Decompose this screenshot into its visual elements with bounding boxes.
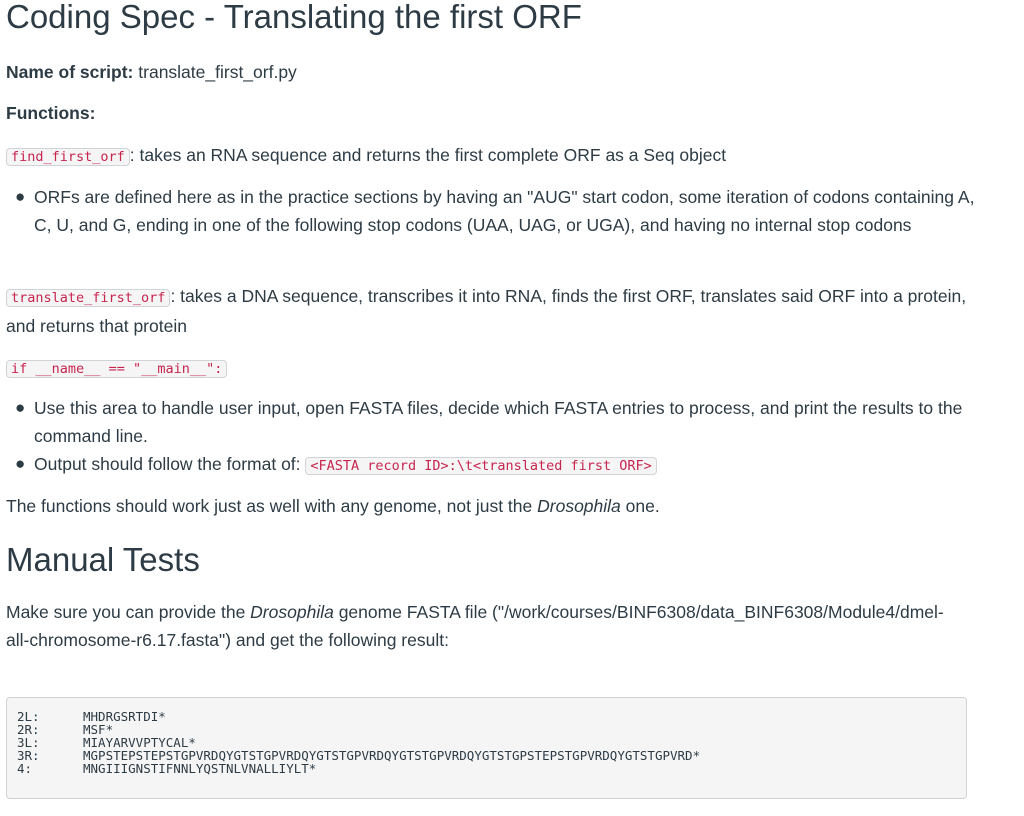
result-row: 3R: MGPSTEPSTEPSTGPVRDQYGTSTGPVRDQYGTSTGPVRDQYGTSTGPVRDQYGTSTGPSTEPSTGPVRDQYGTSTGPVRD* xyxy=(17,748,701,763)
expected-results-block xyxy=(6,697,967,799)
list-item: ● Use this area to handle user input, open FASTA files, decide which FASTA entries to process, and print the results to the command line. xyxy=(6,394,981,450)
bullet-icon: ● xyxy=(15,398,26,417)
translate-first-orf-desc: : takes a DNA sequence, transcribes it into RNA, finds the first ORF, translates said ORF into a protein, and returns that protein xyxy=(6,286,967,336)
functions-heading: Functions: xyxy=(6,103,96,123)
script-name-label: Name of script: xyxy=(6,62,134,82)
genome-note: The functions should work just as well with any genome, not just the Drosophila one. xyxy=(6,496,660,516)
result-row: 4: MNGIIIGNSTIFNNLYQSTNLVNALLIYLT* xyxy=(17,761,317,776)
main-block-list xyxy=(6,394,981,480)
list-item: ● Output should follow the format of: <FASTA record ID>:\t<translated first ORF> xyxy=(6,450,981,480)
output-format-code: <FASTA record ID>:\t<translated first ORF> xyxy=(305,457,656,475)
result-row: 2R: MSF* xyxy=(17,722,114,737)
main-block-line xyxy=(6,353,227,383)
find-first-orf-code: find_first_orf xyxy=(6,148,130,166)
find-first-orf-desc: : takes an RNA sequence and returns the first complete ORF as a Seq object xyxy=(129,145,727,165)
script-name-line xyxy=(6,58,297,86)
translate-first-orf-line xyxy=(6,282,981,340)
find-first-orf-line xyxy=(6,141,726,171)
script-name-value: translate_first_orf.py xyxy=(138,62,297,82)
manual-tests-heading: Manual Tests xyxy=(6,541,200,578)
orf-definition-list xyxy=(6,183,976,239)
result-row: 2L: MHDRGSRTDI* xyxy=(17,709,166,724)
bullet-icon: ● xyxy=(15,187,26,206)
manual-tests-text: Make sure you can provide the Drosophila genome FASTA file ("/work/courses/BINF6308/data_BINF6308/Module4/dmel-all-chromosome-r6.17.fasta") and get the following result: xyxy=(6,602,944,650)
page-title: Coding Spec - Translating the first ORF xyxy=(6,0,582,35)
main-block-code: if __name__ == "__main__": xyxy=(6,360,227,378)
bullet-icon: ● xyxy=(15,454,26,473)
list-item: ● ORFs are defined here as in the practice sections by having an "AUG" start codon, some iteration of codons containing A, C, U, and G, ending in one of the following stop codons (UAA, UAG, or UGA), and having no internal stop codons xyxy=(6,183,976,239)
result-row: 3L: MIAYARVVPTYCAL* xyxy=(17,735,196,750)
translate-first-orf-code: translate_first_orf xyxy=(6,289,170,307)
